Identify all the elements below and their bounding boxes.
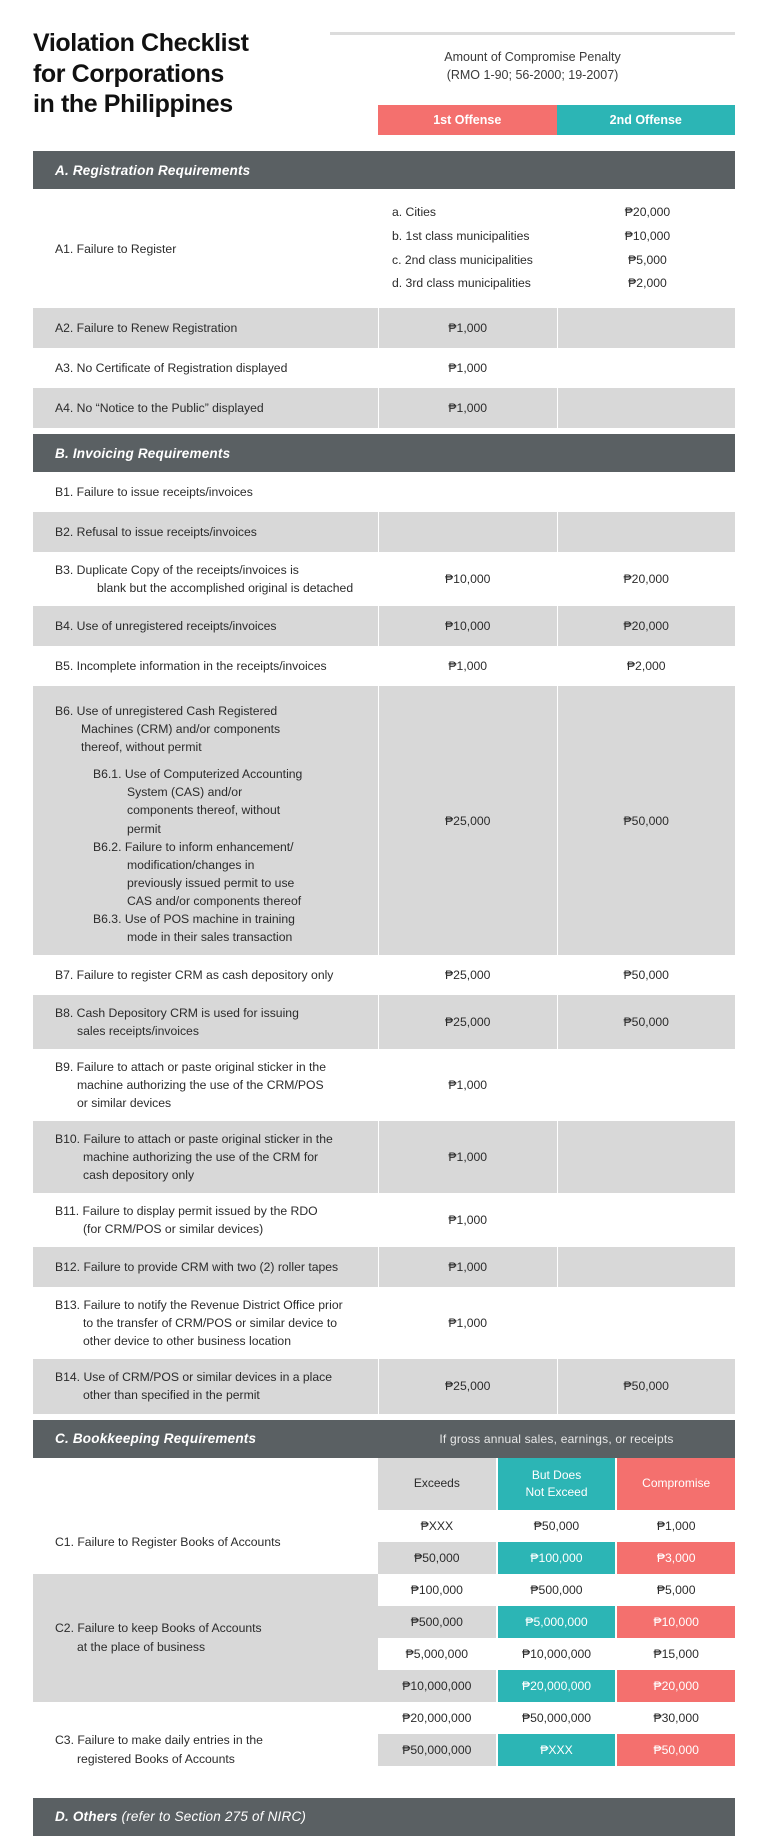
row-description-line-2: blank but the accomplished original is detached [97,581,354,596]
row-description [33,995,378,1049]
penalty-1st-offense: ₱10,000 [445,572,491,587]
cell-compromise: ₱10,000 [617,1606,735,1638]
row-description-line-1: B10. Failure to attach or paste original sticker in the [55,1132,333,1147]
row-description-sub-3: B6.3. Use of POS machine in training mode in their sales transaction [93,911,295,944]
row-description [33,1510,378,1574]
section-bar-a: A. Registration Requirements [33,151,735,189]
cell-exceeds: ₱50,000 [378,1542,498,1574]
table-row [33,388,735,428]
penalty-1st-offense: ₱1,000 [448,361,488,376]
row-description-line-3: or similar devices [77,1096,172,1111]
row-description: A1. Failure to Register [55,241,177,256]
row-description [33,1574,378,1702]
penalty-1st-offense [378,472,557,512]
row-description-line-1: B8. Cash Depository CRM is used for issuing [55,1005,299,1020]
row-description-sub-2: B6.2. Failure to inform enhancement/ modification/changes in previously issued permit to use CAS and/or components thereof [93,839,302,908]
table-row [33,1121,735,1193]
penalty-2nd-offense [557,388,736,428]
row-description [33,1193,378,1247]
penalty-1st-offense: ₱1,000 [448,1077,488,1092]
penalty-caption-line-1: Amount of Compromise Penalty [444,50,621,64]
page-title-line-2: for Corporations [33,59,224,88]
list-item [378,225,735,249]
row-description-line-2: other than specified in the permit [83,1388,260,1403]
grid-row [378,1670,735,1702]
table-row [33,1359,735,1413]
page-title-line-1: Violation Checklist [33,29,249,57]
cell-compromise: ₱20,000 [617,1670,735,1702]
list-item [378,272,735,296]
cell-exceeds: ₱500,000 [378,1606,498,1638]
penalty-1st-offense: ₱25,000 [378,995,557,1049]
row-description [33,1049,378,1121]
bookkeeping-descriptions [33,1458,378,1798]
grid-row [378,1702,735,1734]
penalty-1st-offense: ₱1,000 [378,1121,557,1193]
cell-not-exceed: ₱500,000 [498,1574,618,1606]
row-description [33,1121,378,1193]
column-header-not-exceed [498,1458,618,1510]
table-row [33,348,735,388]
row-description-line-1: B9. Failure to attach or paste original sticker in the [55,1059,326,1074]
penalty-1st-offense: ₱1,000 [378,388,557,428]
penalty-2nd-offense: ₱50,000 [557,1359,736,1413]
row-penalty-list [378,189,735,308]
penalty-caption [330,48,735,84]
penalty-2nd-offense [557,512,736,552]
column-header-2nd-offense: 2nd Offense [557,105,736,135]
row-description-line-1: B13. Failure to notify the Revenue District Office prior [55,1298,343,1313]
table-row [33,1193,735,1247]
row-description [33,1702,378,1798]
page-header [0,0,768,145]
table-row [33,1287,735,1359]
row-description-sub-1: B6.1. Use of Computerized Accounting System (CAS) and/or components thereof, without permit [93,767,303,836]
penalty-sub-amount: ₱2,000 [628,276,667,291]
table-row [33,1049,735,1121]
cell-exceeds: ₱5,000,000 [378,1638,498,1670]
cell-exceeds: ₱20,000,000 [378,1702,498,1734]
row-description-line-3: other device to other business location [83,1334,291,1349]
cell-compromise: ₱50,000 [617,1734,735,1766]
row-description [33,1287,378,1359]
penalty-sub-label: c. 2nd class municipalities [392,252,533,267]
penalty-2nd-offense: ₱20,000 [557,606,736,646]
row-description [33,1359,378,1413]
penalty-2nd-offense [557,1287,736,1359]
row-description-line-1: B11. Failure to display permit issued by the RDO [55,1204,318,1219]
row-description-line-1: B14. Use of CRM/POS or similar devices in a place [55,1370,333,1385]
bookkeeping-block [33,1458,735,1798]
penalty-2nd-offense [557,1121,736,1193]
row-description: B1. Failure to issue receipts/invoices [55,485,253,500]
section-bar-d-note: (refer to Section 275 of NIRC) [121,1809,307,1825]
grid-row [378,1734,735,1766]
row-description: A4. No “Notice to the Public” displayed [55,401,264,416]
grid-header-row [378,1458,735,1510]
row-description-line-2: at the place of business [77,1639,206,1654]
penalty-1st-offense: ₱1,000 [378,1247,557,1287]
row-description: A2. Failure to Renew Registration [55,321,238,336]
grid-row [378,1510,735,1542]
penalty-sub-amount: ₱5,000 [628,252,667,267]
penalty-2nd-offense: ₱2,000 [626,659,666,674]
table-row [33,1247,735,1287]
row-description: B4. Use of unregistered receipts/invoices [55,619,277,634]
penalty-1st-offense: ₱1,000 [448,659,488,674]
table-row [33,552,735,606]
cell-compromise: ₱30,000 [617,1702,735,1734]
table-row [33,308,735,348]
penalty-1st-offense: ₱1,000 [448,1213,488,1228]
penalty-sub-label: d. 3rd class municipalities [392,276,531,291]
penalty-1st-offense: ₱1,000 [448,1316,488,1331]
table-row [33,995,735,1049]
cell-exceeds: ₱100,000 [378,1574,498,1606]
table-row [33,686,735,955]
page-title-line-3: in the Philippines [33,90,233,118]
row-description: B12. Failure to provide CRM with two (2) roller tapes [55,1260,339,1275]
penalty-2nd-offense: ₱20,000 [623,572,669,587]
penalty-2nd-offense [557,1193,736,1247]
description-spacer [55,756,308,765]
cell-not-exceed: ₱5,000,000 [498,1606,618,1638]
row-description: B2. Refusal to issue receipts/invoices [55,525,257,540]
row-description-line-1: C3. Failure to make daily entries in the [55,1733,263,1748]
column-header-not-exceed-line-2: Not Exceed [525,1484,588,1499]
table-row [33,606,735,646]
cell-compromise: ₱1,000 [617,1510,735,1542]
table-row [33,512,735,552]
header-divider-rule [330,32,735,35]
cell-compromise: ₱5,000 [617,1574,735,1606]
penalty-1st-offense: ₱25,000 [378,1359,557,1413]
cell-exceeds: ₱10,000,000 [378,1670,498,1702]
row-description: A3. No Certificate of Registration displayed [55,361,288,376]
penalty-sub-label: a. Cities [392,205,437,219]
penalty-sub-amount: ₱20,000 [624,205,671,219]
penalty-2nd-offense [557,1247,736,1287]
row-description-line-1: C1. Failure to Register Books of Accounts [55,1534,281,1549]
penalty-1st-offense: ₱10,000 [378,606,557,646]
section-bar-c [33,1420,735,1458]
column-header-1st-offense: 1st Offense [378,105,557,135]
grid-row [378,1606,735,1638]
row-description-main: B6. Use of unregistered Cash Registered Machines (CRM) and/or components thereof, without permit [55,704,281,755]
penalty-2nd-offense: ₱50,000 [557,686,736,955]
table-row [33,646,735,686]
cell-not-exceed: ₱20,000,000 [498,1670,618,1702]
column-header-exceeds: Exceeds [378,1458,498,1510]
row-description: B5. Incomplete information in the receipts/invoices [55,659,327,674]
penalty-1st-offense: ₱1,000 [378,308,557,348]
row-description-line-1: B3. Duplicate Copy of the receipts/invoices is [55,563,299,578]
penalty-2nd-offense [557,472,736,512]
row-description [33,552,378,606]
grid-row [378,1638,735,1670]
cell-not-exceed: ₱XXX [498,1734,618,1766]
cell-not-exceed: ₱10,000,000 [498,1638,618,1670]
penalty-2nd-offense: ₱50,000 [623,967,669,982]
row-description-line-2: machine authorizing the use of the CRM/POS [77,1077,324,1092]
row-description-line-1: C2. Failure to keep Books of Accounts [55,1621,262,1636]
row-description-line-3: cash depository only [83,1168,195,1183]
penalty-2nd-offense: ₱50,000 [557,995,736,1049]
section-bar-b: B. Invoicing Requirements [33,434,735,472]
section-bar-d [33,1798,735,1836]
table-row [33,189,735,308]
cell-not-exceed: ₱50,000,000 [498,1702,618,1734]
spacer-cell [33,1458,378,1510]
offense-column-headers [378,105,735,135]
row-description-line-2: (for CRM/POS or similar devices) [83,1222,264,1237]
grid-row [378,1542,735,1574]
penalty-caption-line-2: (RMO 1-90; 56-2000; 19-2007) [446,68,619,83]
cell-compromise: ₱3,000 [617,1542,735,1574]
row-description-line-2: machine authorizing the use of the CRM for [83,1150,319,1165]
list-item [378,201,735,225]
penalty-sub-amount: ₱10,000 [624,228,671,243]
bookkeeping-penalty-grid [378,1458,735,1798]
cell-not-exceed: ₱50,000 [498,1510,618,1542]
table-row [33,955,735,995]
page-title [33,28,333,120]
section-bar-c-title: C. Bookkeeping Requirements [55,1431,257,1447]
section-bar-d-title: D. Others [55,1809,118,1825]
table-row [33,472,735,512]
row-description: B7. Failure to register CRM as cash depository only [55,967,334,982]
section-bar-c-note: If gross annual sales, earnings, or receipts [439,1431,674,1446]
cell-exceeds: ₱50,000,000 [378,1734,498,1766]
penalty-1st-offense: ₱25,000 [445,967,491,982]
penalty-2nd-offense [557,308,736,348]
penalty-1st-offense: ₱25,000 [378,686,557,955]
penalty-sub-label: b. 1st class municipalities [392,228,530,243]
penalty-2nd-offense [557,348,736,388]
row-description-line-2: registered Books of Accounts [77,1751,235,1766]
column-header-not-exceed-line-1: But Does [531,1468,582,1483]
cell-compromise: ₱15,000 [617,1638,735,1670]
cell-exceeds: ₱XXX [378,1510,498,1542]
list-item [378,249,735,273]
checklist-sheet [33,151,735,1836]
row-description [33,686,378,955]
grid-row [378,1574,735,1606]
column-header-compromise: Compromise [617,1458,735,1510]
cell-not-exceed: ₱100,000 [498,1542,618,1574]
row-description-line-2: to the transfer of CRM/POS or similar device to [83,1316,337,1331]
row-description-line-2: sales receipts/invoices [77,1023,199,1038]
penalty-1st-offense [378,512,557,552]
penalty-2nd-offense [557,1049,736,1121]
